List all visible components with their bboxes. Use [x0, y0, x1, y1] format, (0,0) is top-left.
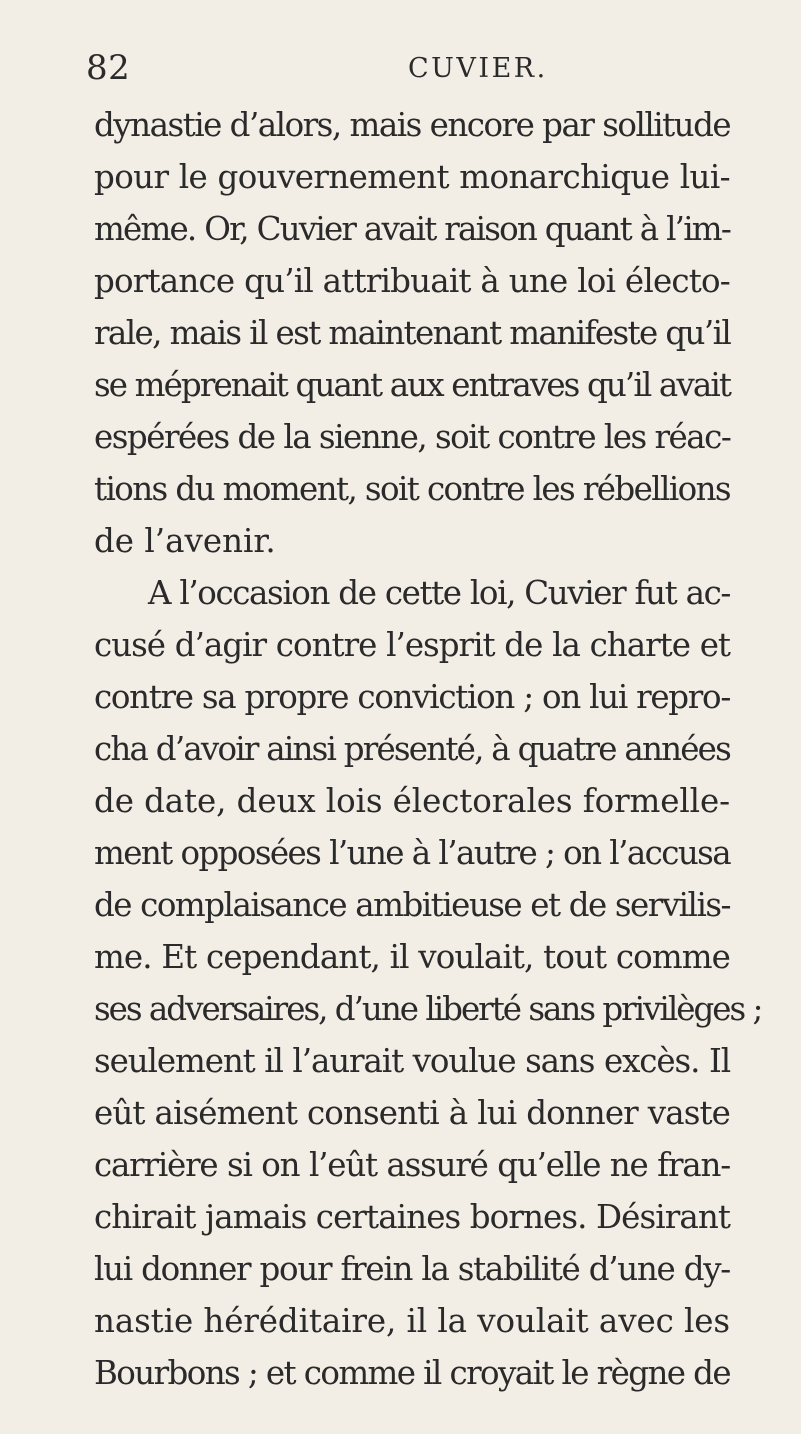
- text-line: espérées de la sienne, soit contre les réac-: [94, 418, 731, 456]
- text-line: seulement il l’aurait voulue sans excès. Il: [94, 1042, 730, 1080]
- text-line: portance qu’il attribuait à une loi électo-: [94, 262, 730, 300]
- text-line: nastie héréditaire, il la voulait avec les: [94, 1302, 730, 1340]
- text-line: ses adversaires, d’une liberté sans privilèges ;: [94, 990, 762, 1028]
- text-line: de date, deux lois électorales formelle-: [94, 782, 730, 820]
- text-line: tions du moment, soit contre les rébellions: [94, 470, 731, 508]
- text-line: dynastie d’alors, mais encore par sollitude: [94, 106, 731, 144]
- text-line: rale, mais il est maintenant manifeste qu’il: [94, 314, 731, 352]
- text-line: carrière si on l’eût assuré qu’elle ne fran-: [94, 1146, 730, 1184]
- text-line: cusé d’agir contre l’esprit de la charte et: [94, 626, 730, 664]
- text-line: lui donner pour frein la stabilité d’une dy-: [94, 1250, 730, 1288]
- text-line: eût aisément consenti à lui donner vaste: [94, 1094, 730, 1132]
- text-line: cha d’avoir ainsi présenté, à quatre années: [94, 730, 730, 768]
- text-line: chirait jamais certaines bornes. Désirant: [94, 1198, 731, 1236]
- text-line: contre sa propre conviction ; on lui repro-: [94, 678, 730, 716]
- text-line: A l’occasion de cette loi, Cuvier fut ac-: [148, 574, 730, 612]
- text-line: de complaisance ambitieuse et de servilis-: [94, 886, 730, 924]
- running-head: CUVIER.: [408, 53, 548, 84]
- text-line: même. Or, Cuvier avait raison quant à l’im-: [94, 210, 730, 248]
- text-line: se méprenait quant aux entraves qu’il avait: [94, 366, 730, 404]
- text-line: Bourbons ; et comme il croyait le règne de: [94, 1354, 730, 1392]
- page-number: 82: [86, 48, 131, 88]
- text-line: pour le gouvernement monarchique lui-: [94, 158, 730, 196]
- text-line: me. Et cependant, il voulait, tout comme: [94, 938, 730, 976]
- text-line: de l’avenir.: [94, 522, 276, 560]
- text-line: ment opposées l’une à l’autre ; on l’accusa: [94, 834, 730, 872]
